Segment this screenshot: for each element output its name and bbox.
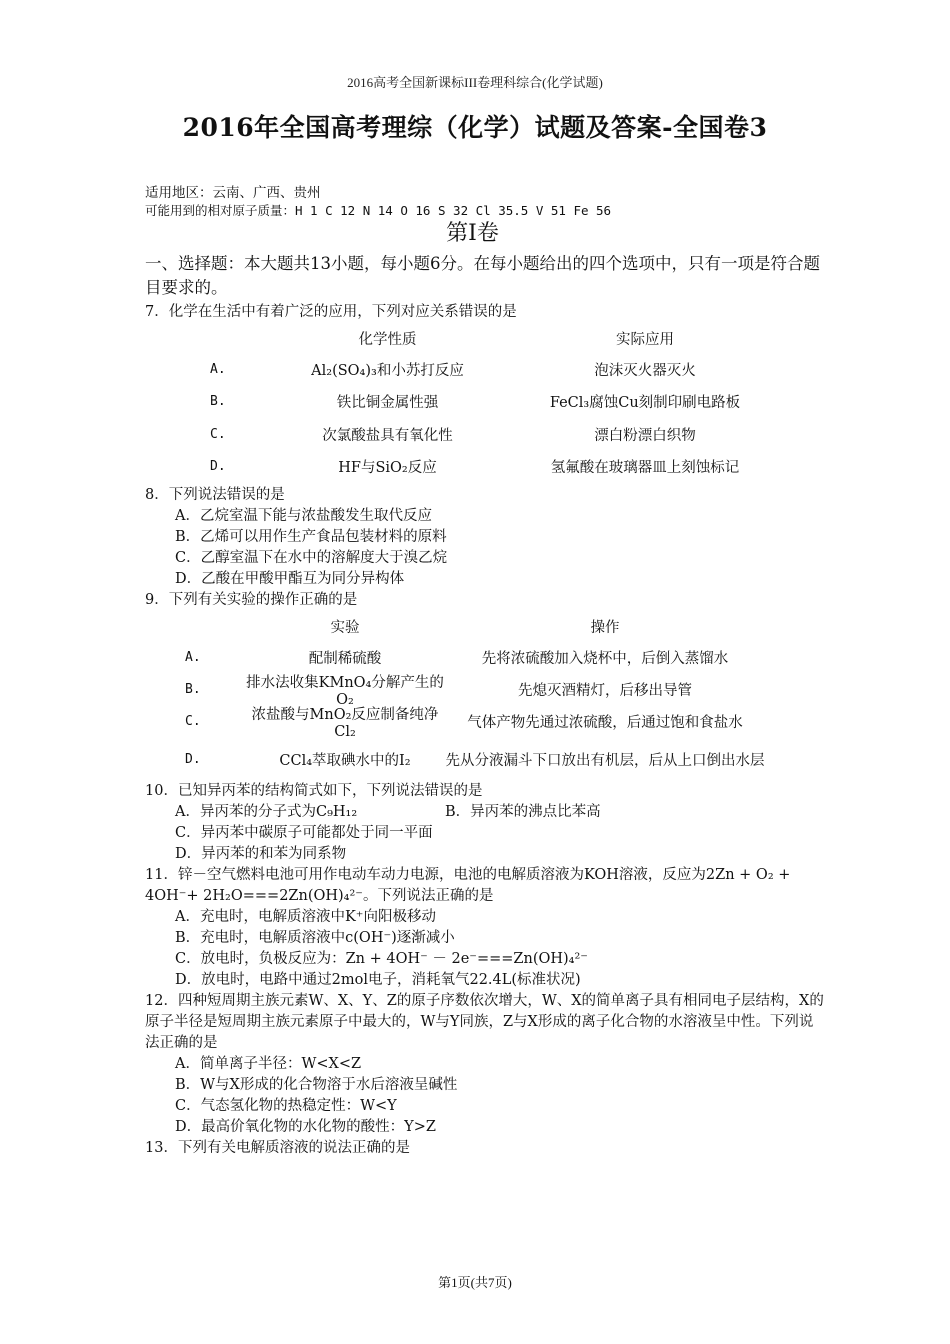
option-item: D．乙酸在甲酸甲酯互为同分异构体 [175, 571, 405, 587]
table-header-cell: 实验 [330, 619, 360, 636]
question-8-stem: 8．下列说法错误的是 [145, 487, 285, 503]
question-11-stem: 11．锌－空气燃料电池可用作电动车动力电源，电池的电解质溶液为KOH溶液，反应为2Zn + O₂ + 4OH⁻+ 2H₂O===2Zn(OH)₄²⁻。下列说法正确的是 [145, 867, 791, 904]
page-title: 2016年全国高考理综（化学）试题及答案-全国卷3 [182, 113, 768, 142]
table-cell: 次氯酸盐具有氧化性 [322, 427, 453, 444]
option-item: A．异丙苯的分子式为C₉H₁₂ [175, 804, 358, 820]
option-item: D．异丙苯的和苯为同系物 [175, 846, 347, 862]
table-cell: 先熄灭酒精灯，后移出导管 [518, 682, 692, 699]
question-10-stem: 10．已知异丙苯的结构简式如下，下列说法错误的是 [145, 783, 483, 799]
section-intro: 一、选择题：本大题共13小题，每小题6分。在每小题给出的四个选项中，只有一项是符合题目要求的。 [145, 254, 820, 297]
option-item: B．乙烯可以用作生产食品包装材料的原料 [175, 529, 447, 545]
running-header: 2016高考全国新课标III卷理科综合(化学试题) [347, 75, 603, 90]
option-item: C．乙醇室温下在水中的溶解度大于溴乙烷 [175, 550, 448, 566]
option-letter: D. [185, 751, 201, 767]
option-letter: C. [210, 426, 226, 442]
volume-title: 第Ⅰ卷 [446, 221, 499, 246]
page-number: 第1页(共7页) [438, 1275, 512, 1290]
table-cell: 浓盐酸与MnO₂反应制备纯净Cl₂ [251, 706, 439, 740]
table-header-cell: 操作 [590, 619, 620, 636]
option-letter: A. [185, 649, 201, 665]
option-letter: B. [210, 394, 226, 410]
table-row [145, 386, 825, 419]
table-cell: 气体产物先通过浓硫酸，后通过饱和食盐水 [467, 714, 743, 731]
option-item: D．放电时，电路中通过2mol电子，消耗氧气22.4L(标准状况) [175, 972, 581, 988]
table-cell: 泡沫灭火器灭火 [594, 362, 696, 379]
table-header-row [145, 611, 825, 641]
table-row [145, 353, 825, 386]
table-cell: 先从分液漏斗下口放出有机层，后从上口倒出水层 [445, 752, 765, 769]
option-item: B．异丙苯的沸点比苯高 [445, 804, 601, 820]
option-item: C．气态氢化物的热稳定性：W<Y [175, 1098, 397, 1114]
meta-atomic-masses: 可能用到的相对原子质量：H 1 C 12 N 14 O 16 S 32 Cl 35.5 V 51 Fe 56 [145, 203, 612, 218]
question-9-table [145, 611, 825, 781]
table-row [145, 705, 825, 740]
table-header-cell: 化学性质 [358, 331, 417, 348]
table-cell: HF与SiO₂反应 [338, 460, 437, 477]
question-9-stem: 9．下列有关实验的操作正确的是 [145, 592, 358, 608]
question-7-table [145, 323, 825, 483]
table-row [145, 451, 825, 484]
question-7-stem: 7．化学在生活中有着广泛的应用，下列对应关系错误的是 [145, 304, 517, 320]
table-row [145, 641, 825, 673]
table-row [145, 673, 825, 708]
table-cell: Al₂(SO₄)₃和小苏打反应 [311, 362, 464, 379]
option-letter: A. [210, 361, 226, 377]
option-item: A．充电时，电解质溶液中K⁺向阳极移动 [175, 909, 436, 925]
table-cell: 氢氟酸在玻璃器皿上刻蚀标记 [550, 460, 740, 477]
option-item: C．异丙苯中碳原子可能都处于同一平面 [175, 825, 433, 841]
table-cell: 排水法收集KMnO₄分解产生的O₂ [246, 674, 444, 708]
option-row [145, 802, 825, 823]
table-header-row [145, 323, 825, 353]
table-cell: FeCl₃腐蚀Cu刻制印刷电路板 [549, 395, 741, 412]
table-row [145, 737, 825, 781]
option-letter: B. [185, 681, 201, 697]
table-header-cell: 实际应用 [616, 331, 674, 348]
option-item: B．W与X形成的化合物溶于水后溶液呈碱性 [175, 1077, 458, 1093]
table-cell: 铁比铜金属性强 [336, 395, 439, 412]
option-item: D．最高价氧化物的水化物的酸性：Y>Z [175, 1119, 436, 1135]
table-cell: 配制稀硫酸 [308, 650, 382, 667]
option-item: A．简单离子半径：W<X<Z [175, 1056, 362, 1072]
question-13-stem: 13．下列有关电解质溶液的说法正确的是 [145, 1140, 410, 1156]
option-letter: C. [185, 713, 201, 729]
table-cell: 漂白粉漂白织物 [594, 427, 696, 444]
exam-content [145, 184, 825, 1159]
table-row [145, 418, 825, 451]
question-12-stem: 12．四种短周期主族元素W、X、Y、Z的原子序数依次增大，W、X的简单离子具有相同电子层结构，X的原子半径是短周期主族元素原子中最大的，W与Y同族，Z与X形成的离子化合物的水溶液呈中性。下列说法正确的是 [145, 993, 824, 1051]
table-cell: CCl₄萃取碘水中的I₂ [279, 752, 411, 769]
option-item: B．充电时，电解质溶液中c(OH⁻)逐渐减小 [175, 930, 455, 946]
option-letter: D. [210, 459, 226, 475]
meta-region: 适用地区：云南、广西、贵州 [145, 185, 321, 201]
option-item: C．放电时，负极反应为：Zn + 4OH⁻ － 2e⁻===Zn(OH)₄²⁻ [175, 951, 588, 967]
table-cell: 先将浓硫酸加入烧杯中，后倒入蒸馏水 [481, 650, 729, 667]
option-item: A．乙烷室温下能与浓盐酸发生取代反应 [175, 508, 432, 524]
